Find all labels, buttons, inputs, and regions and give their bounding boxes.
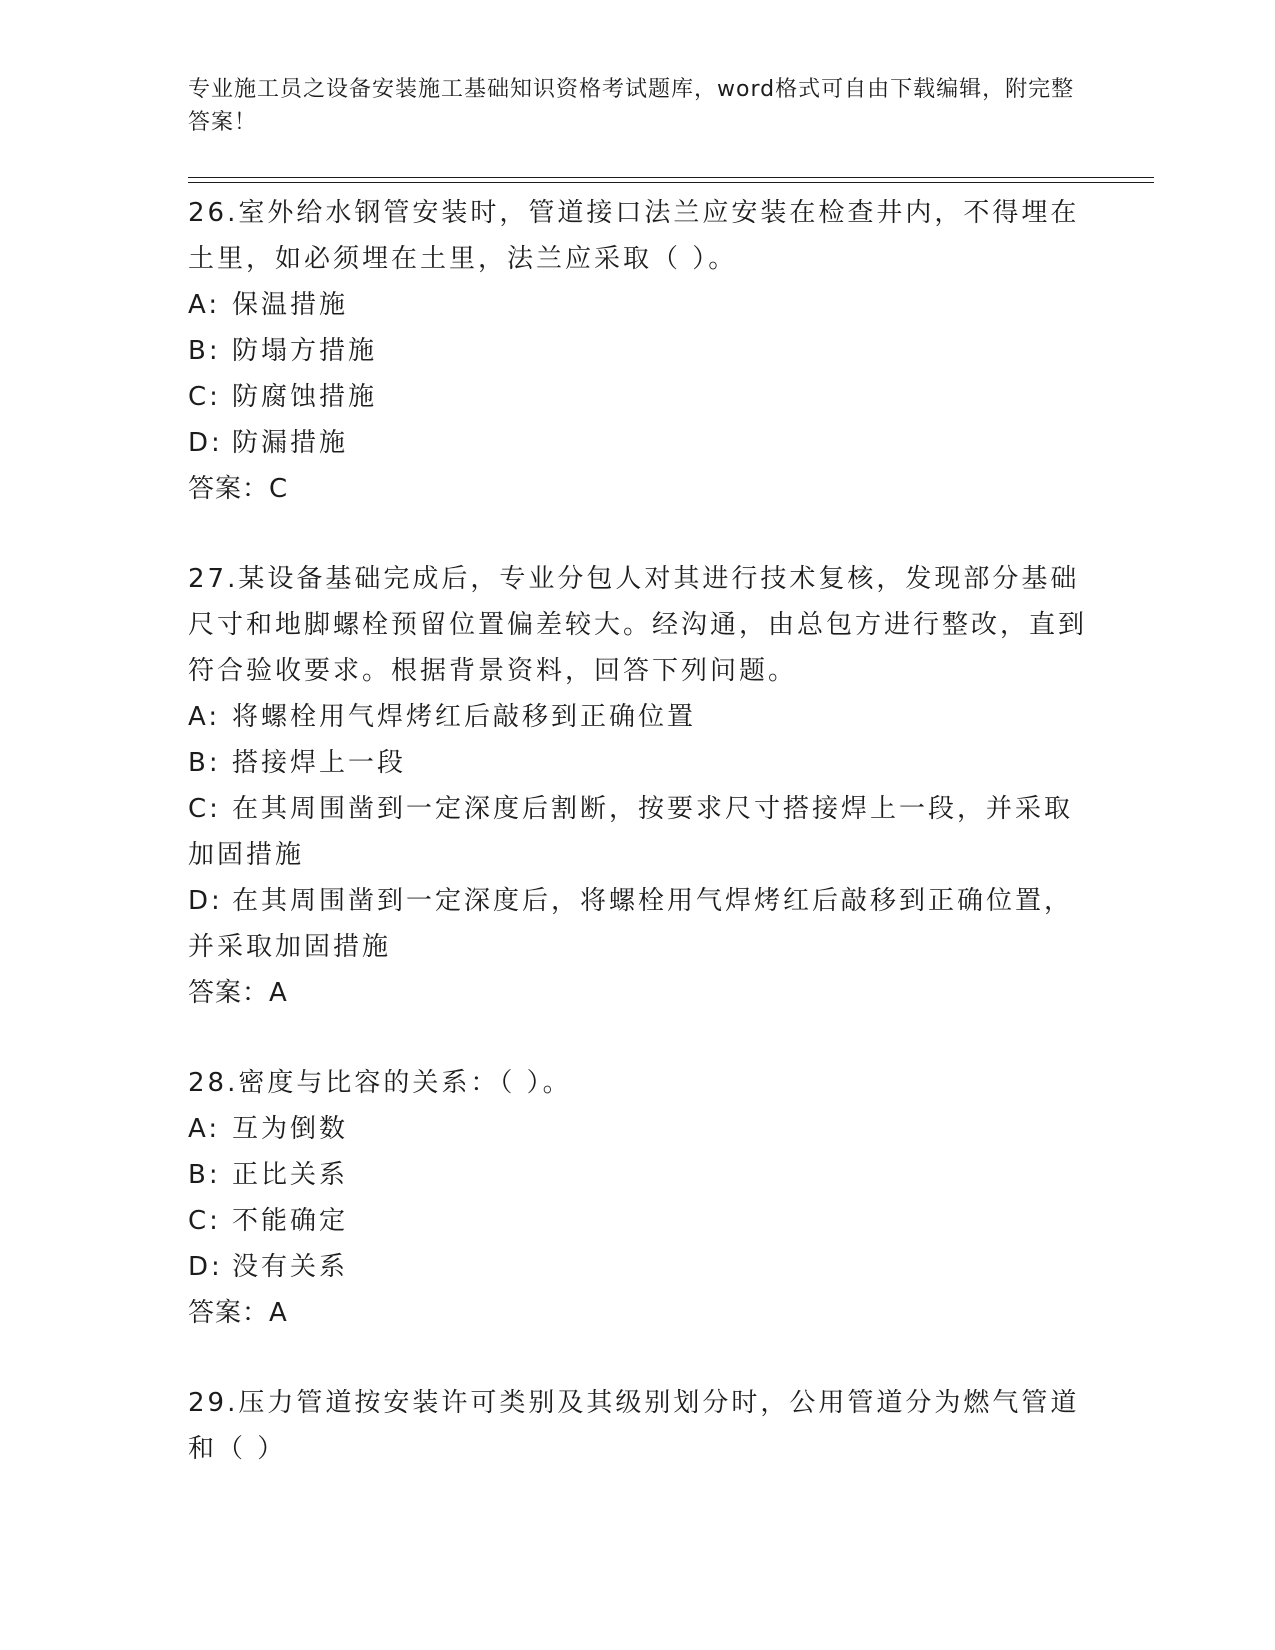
question-text: 29.压力管道按安装许可类别及其级别划分时，公用管道分为燃气管道和（ ） — [188, 1388, 1080, 1464]
option-key: C: — [188, 794, 221, 824]
document-header: 专业施工员之设备安装施工基础知识资格考试题库，word格式可自由下载编辑，附完整答案！ — [188, 77, 1075, 135]
answer-value: A — [269, 1298, 290, 1328]
option-b — [188, 1152, 1088, 1198]
option-c — [188, 374, 1088, 420]
option-text: 在其周围凿到一定深度后割断，按要求尺寸搭接焊上一段，并采取加固措施 — [188, 794, 1074, 870]
option-key: B: — [188, 336, 221, 366]
header-divider-top — [188, 177, 1154, 178]
question-text: 28.密度与比容的关系：（ ）。 — [188, 1068, 572, 1098]
answer-value: A — [269, 978, 290, 1008]
answer-label: 答案： — [188, 978, 270, 1008]
option-key: A: — [188, 290, 221, 320]
option-text: 正比关系 — [232, 1160, 349, 1190]
option-c — [188, 786, 1088, 878]
option-c — [188, 1198, 1088, 1244]
option-text: 搭接焊上一段 — [232, 748, 407, 778]
option-key: A: — [188, 702, 221, 732]
option-key: A: — [188, 1114, 221, 1144]
question-29 — [188, 1380, 1088, 1472]
question-26 — [188, 190, 1088, 512]
question-spacer — [188, 1336, 1088, 1380]
option-text: 防漏措施 — [232, 428, 349, 458]
question-27 — [188, 556, 1088, 1016]
option-a — [188, 1106, 1088, 1152]
answer-line — [188, 970, 1088, 1016]
question-spacer — [188, 1016, 1088, 1060]
option-a — [188, 694, 1088, 740]
answer-value: C — [269, 474, 291, 504]
option-text: 在其周围凿到一定深度后，将螺栓用气焊烤红后敲移到正确位置，并采取加固措施 — [188, 886, 1074, 962]
question-spacer — [188, 512, 1088, 556]
option-text: 不能确定 — [232, 1206, 349, 1236]
option-text: 没有关系 — [232, 1252, 349, 1282]
option-b — [188, 740, 1088, 786]
answer-label: 答案： — [188, 474, 270, 504]
option-text: 防塌方措施 — [232, 336, 378, 366]
option-key: D: — [188, 886, 223, 916]
option-key: C: — [188, 382, 221, 412]
option-a — [188, 282, 1088, 328]
option-d — [188, 420, 1088, 466]
option-d — [188, 1244, 1088, 1290]
option-text: 防腐蚀措施 — [232, 382, 378, 412]
option-key: D: — [188, 1252, 223, 1282]
answer-line — [188, 1290, 1088, 1336]
answer-label: 答案： — [188, 1298, 270, 1328]
option-key: B: — [188, 748, 221, 778]
option-b — [188, 328, 1088, 374]
question-list — [188, 190, 1088, 1472]
option-key: C: — [188, 1206, 221, 1236]
header-divider-bottom — [188, 182, 1154, 183]
question-text: 26.室外给水钢管安装时，管道接口法兰应安装在检查井内，不得埋在土里，如必须埋在土里，法兰应采取（ ）。 — [188, 198, 1080, 274]
option-key: B: — [188, 1160, 221, 1190]
option-key: D: — [188, 428, 223, 458]
option-text: 保温措施 — [232, 290, 349, 320]
option-d — [188, 878, 1088, 970]
question-28 — [188, 1060, 1088, 1336]
option-text: 将螺栓用气焊烤红后敲移到正确位置 — [232, 702, 697, 732]
answer-line — [188, 466, 1088, 512]
question-text: 27.某设备基础完成后，专业分包人对其进行技术复核，发现部分基础尺寸和地脚螺栓预留位置偏差较大。经沟通，由总包方进行整改，直到符合验收要求。根据背景资料，回答下列问题。 — [188, 564, 1088, 686]
option-text: 互为倒数 — [232, 1114, 349, 1144]
